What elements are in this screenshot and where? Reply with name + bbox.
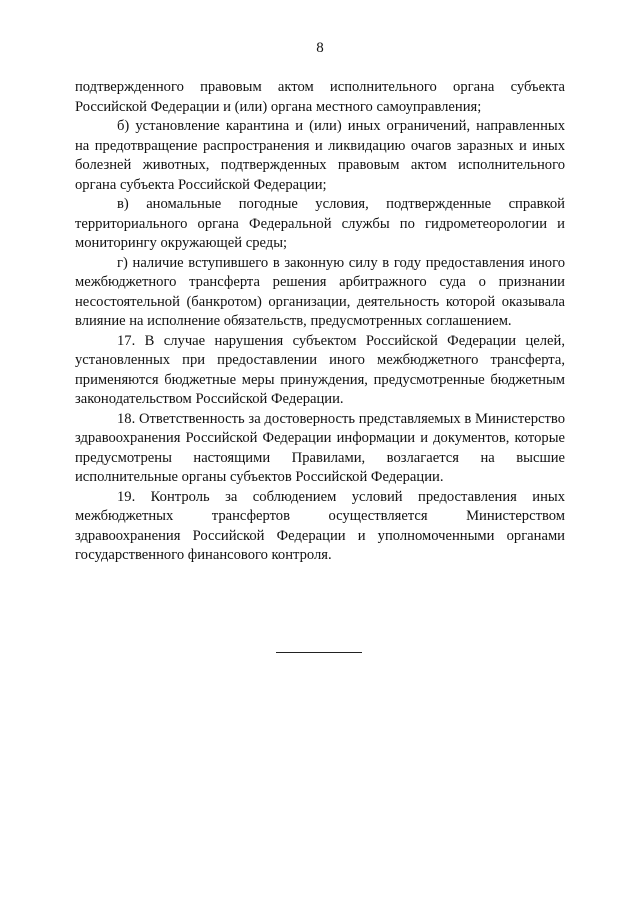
paragraph-item-17: 17. В случае нарушения субъектом Российской Федерации целей, установленных при предоставлении иного межбюджетного трансферта, применяются бюджетные меры принуждения, предусмотренные бюджетным законодательством Российской Федерации. <box>75 332 565 407</box>
end-divider-line <box>276 652 362 653</box>
paragraph-item-v: в) аномальные погодные условия, подтвержденные справкой территориального органа Федеральной службы по гидрометеорологии и мониторингу окружающей среды; <box>75 196 565 251</box>
paragraph-item-18: 18. Ответственность за достоверность представляемых в Министерство здравоохранения Российской Федерации информации и документов, которые предусмотрены настоящими Правилами, возлагается на высшие исполнительные органы субъектов Российской Федерации. <box>75 410 565 485</box>
paragraph-item-g: г) наличие вступившего в законную силу в году предоставления иного межбюджетного трансферта решения арбитражного суда о признании несостоятельной (банкротом) организации, деятельность которой оказывала влияние на исполнение обязательств, предусмотренных соглашением. <box>75 254 565 329</box>
paragraph-item-19: 19. Контроль за соблюдением условий предоставления иных межбюджетных трансфертов осуществляется Министерством здравоохранения Российской Федерации и уполномоченными органами государственного финансового контроля. <box>75 488 565 563</box>
paragraph-continuation: подтвержденного правовым актом исполнительного органа субъекта Российской Федерации и (или) органа местного самоуправления; <box>75 79 565 115</box>
document-body <box>75 78 565 566</box>
paragraph-item-b: б) установление карантина и (или) иных ограничений, направленных на предотвращение распространения и ликвидацию очагов заразных и иных болезней животных, подтвержденных правовым актом исполнительного органа субъекта Российской Федерации; <box>75 118 565 193</box>
page-number: 8 <box>316 40 324 56</box>
